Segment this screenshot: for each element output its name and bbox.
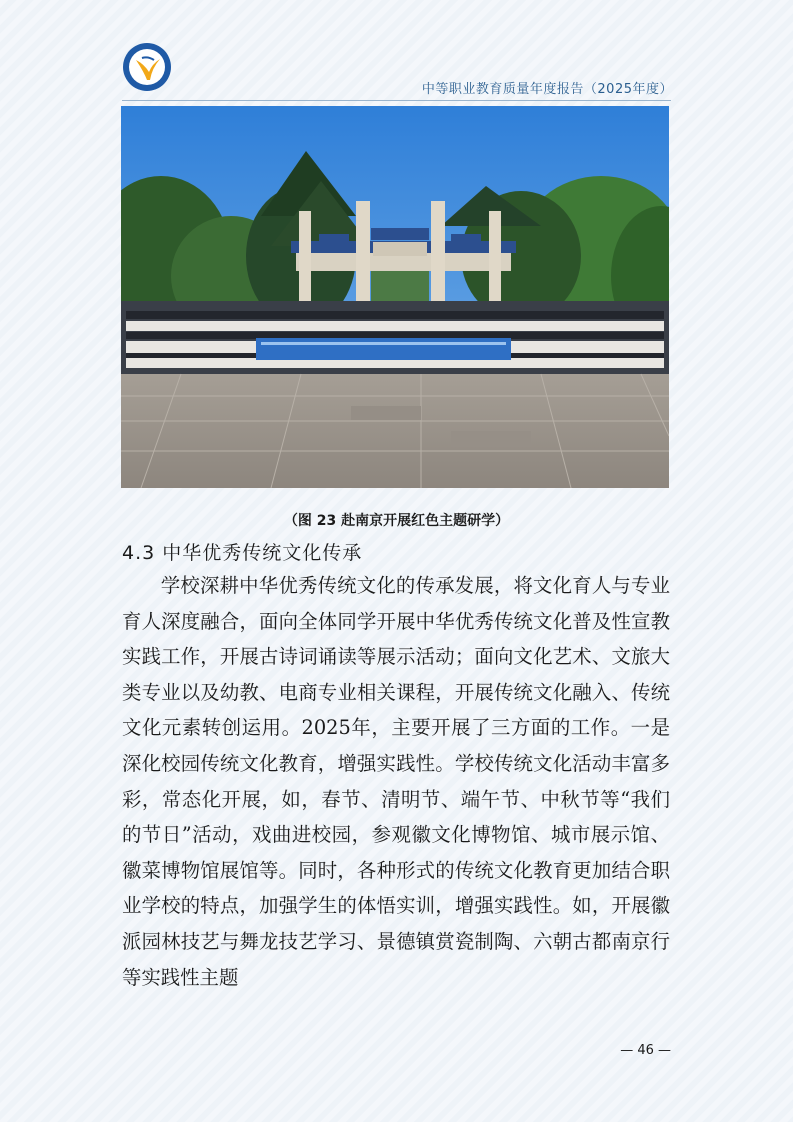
- page-number: — 46 —: [620, 1043, 671, 1058]
- body-paragraph: 学校深耕中华优秀传统文化的传承发展，将文化育人与专业育人深度融合，面向全体同学开展中华优秀传统文化普及性宣教实践工作，开展古诗词诵读等展示活动；面向文化艺术、文旅大类专业以及幼教、电商专业相关课程，开展传统文化融入、传统文化元素转创运用。2025年，主要开展了三方面的工作。一是深化校园传统文化教育，增强实践性。学校传统文化活动丰富多彩，常态化开展，如，春节、清明节、端午节、中秋节等“我们的节日”活动，戏曲进校园，参观徽文化博物馆、城市展示馆、徽菜博物馆展馆等。同时，各种形式的传统文化教育更加结合职业学校的特点，加强学生的体悟实训，增强实践性。如，开展徽派园林技艺与舞龙技艺学习、景德镇赏瓷制陶、六朝古都南京行等实践性主题: [122, 574, 670, 989]
- section-heading: 4.3 中华优秀传统文化传承: [122, 542, 363, 564]
- header-title: 中等职业教育质量年度报告（2025年度）: [421, 82, 673, 97]
- header-divider: [122, 100, 671, 101]
- school-logo-icon: [122, 42, 172, 92]
- figure-caption: （图 23 赴南京开展红色主题研学）: [283, 513, 510, 529]
- blue-banner-image: [256, 338, 511, 360]
- group-photo-image: [121, 106, 669, 488]
